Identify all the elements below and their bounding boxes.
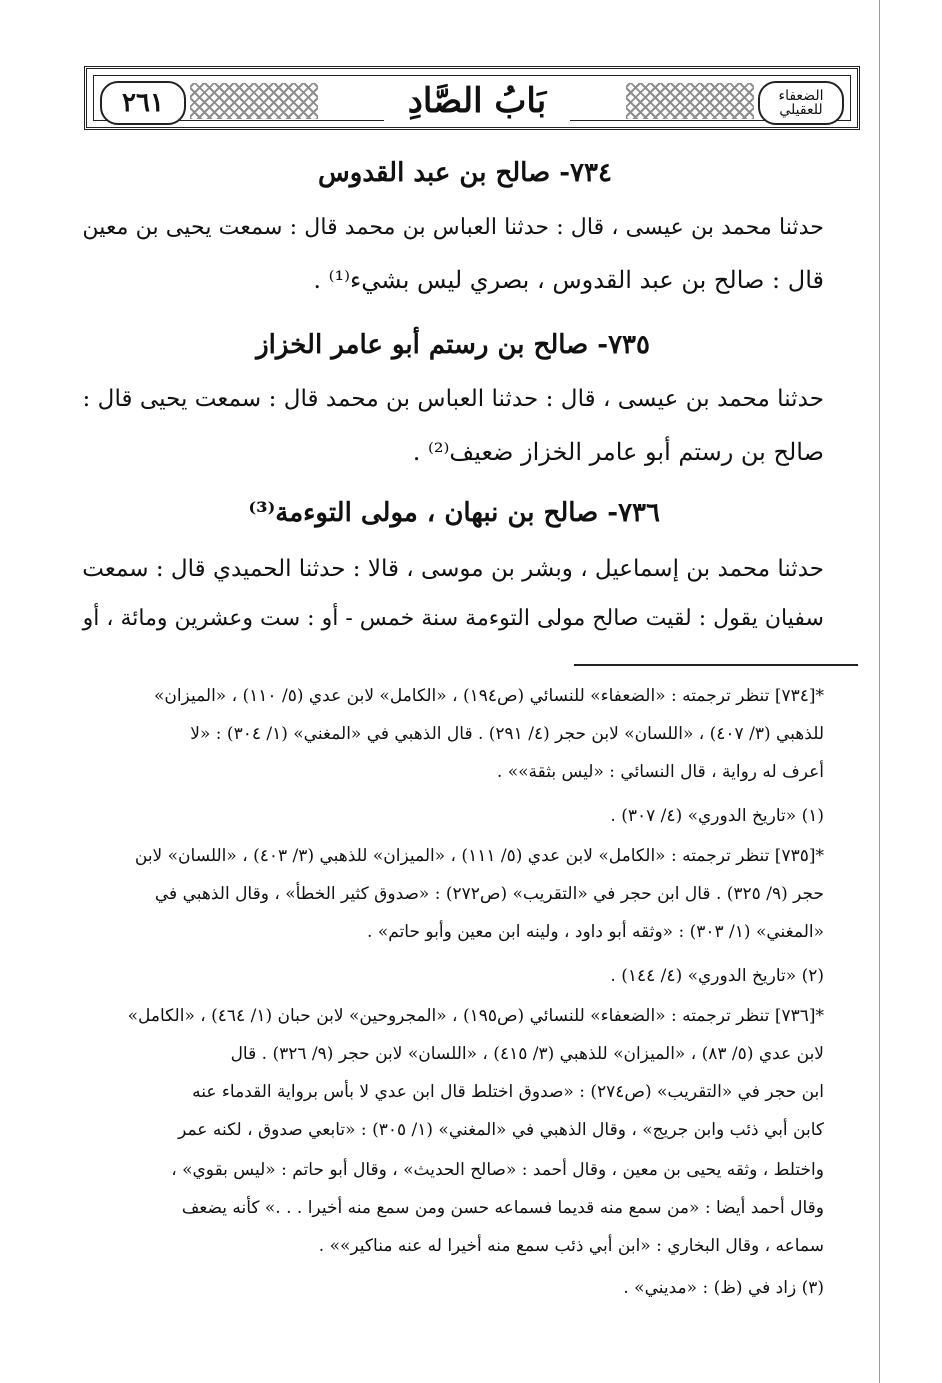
page-edge-line (879, 0, 880, 1383)
footnote-line: (٣) زاد في (ظ) : «مديني» . (623, 1278, 824, 1298)
footnote-line: أعرف له رواية ، قال النسائي : «ليس بثقة»» . (496, 762, 824, 782)
footnote-line: واختلط ، وثقه يحيى بن معين ، وقال أحمد : «صالح الحديث» ، وقال أبو حاتم : «ليس بقوي» ، (171, 1160, 824, 1180)
footnote-line: سماعه ، وقال البخاري : «ابن أبي ذئب سمع منه أخيرا له عنه مناكير»» . (318, 1236, 824, 1256)
page-header (84, 66, 860, 130)
footnote-line: وقال أحمد أيضا : «من سمع منه قديما فسماعه حسن ومن سمع منه أخيرا . . .» كأنه يضعف (181, 1198, 824, 1218)
footnote-line: ابن حجر في «التقريب» (ص٢٧٤) : «صدوق اختلط قال ابن عدي لا بأس برواية القدماء عنه (192, 1082, 824, 1102)
chapter-title: بَابُ الصَّادِ (384, 80, 570, 122)
footnote-line: (١) «تاريخ الدوري» (٤/ ٣٠٧) . (610, 806, 824, 826)
entry-heading: ٧٣٥- صالح بن رستم أبو عامر الخزاز (256, 330, 650, 360)
ornament-pattern-left (190, 83, 318, 119)
entry-text-line: سفيان يقول : لقيت صالح مولى التوءمة سنة خمس - أو : ست وعشرين ومائة ، أو (82, 606, 824, 631)
ornament-pattern-right (626, 83, 754, 119)
footnote-line: (٢) «تاريخ الدوري» (٤/ ١٤٤) . (610, 966, 824, 986)
footnote-line: «المغني» (١/ ٣٠٣) : «وثقه أبو داود ، ولينه ابن معين وأبو حاتم» . (367, 922, 824, 942)
entry-text-line: قال : صالح بن عبد القدوس ، بصري ليس بشيء⁽¹⁾ . (313, 266, 824, 294)
footnote-line: حجر (٩/ ٣٢٥) . قال ابن حجر في «التقريب» (ص٢٧٢) : «صدوق كثير الخطأ» ، وقال الذهبي في (154, 884, 824, 904)
entry-text-line: حدثنا محمد بن عيسى ، قال : حدثنا العباس بن محمد قال : سمعت يحيى قال : (82, 386, 824, 412)
footnote-line: لابن عدي (٥/ ٨٣) ، «الميزان» للذهبي (٣/ ٤١٥) ، «اللسان» لابن حجر (٩/ ٣٢٦) . قال (230, 1044, 824, 1064)
footnote-line: للذهبي (٣/ ٤٠٧) ، «اللسان» لابن حجر (٤/ ٢٩١) . قال الذهبي في «المغني» (١/ ٣٠٤) : «لا (190, 724, 824, 744)
footnote-line: *[٧٣٦] تنظر ترجمته : «الضعفاء» للنسائي (ص١٩٥) ، «المجروحين» لابن حبان (١/ ٤٦٤) ، «الكامل» (127, 1006, 824, 1026)
entry-text-line: صالح بن رستم أبو عامر الخزاز ضعيف⁽²⁾ . (412, 438, 824, 466)
entry-heading: ٧٣٦- صالح بن نبهان ، مولى التوءمة⁽³⁾ (248, 498, 660, 528)
page-number: ٢٦١ (100, 81, 186, 125)
entry-text-line: حدثنا محمد بن إسماعيل ، وبشر بن موسى ، قالا : حدثنا الحميدي قال : سمعت (82, 556, 824, 582)
entry-text-line: حدثنا محمد بن عيسى ، قال : حدثنا العباس بن محمد قال : سمعت يحيى بن معين (82, 214, 824, 240)
book-logo: الضعفاء للعقيلي (758, 81, 844, 125)
footnote-divider (574, 664, 858, 666)
header-frame (93, 75, 851, 121)
entry-heading: ٧٣٤- صالح بن عبد القدوس (318, 158, 612, 188)
footnote-line: *[٧٣٥] تنظر ترجمته : «الكامل» لابن عدي (٥/ ١١١) ، «الميزان» للذهبي (٣/ ٤٠٣) ، «اللسان» لابن (134, 846, 824, 866)
footnote-line: *[٧٣٤] تنظر ترجمته : «الضعفاء» للنسائي (ص١٩٤) ، «الكامل» لابن عدي (٥/ ١١٠) ، «الميزان» (153, 686, 824, 706)
footnote-line: كابن أبي ذئب وابن جريج» ، وقال الذهبي في «المغني» (١/ ٣٠٥) : «تابعي صدوق ، لكنه عمر (178, 1120, 824, 1140)
